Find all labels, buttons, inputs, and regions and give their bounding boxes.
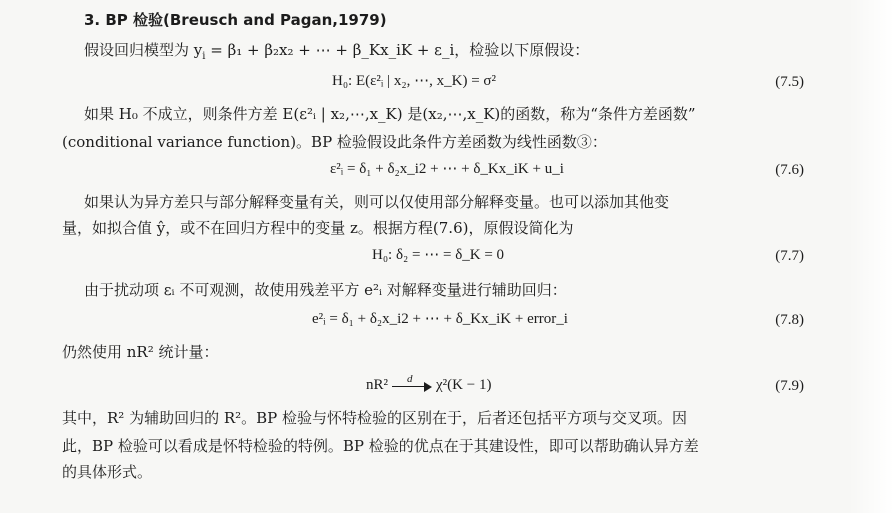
- section-heading: 3. BP 检验(Breusch and Pagan,1979): [84, 11, 387, 29]
- equation-7-5: H₀: E(ε²ᵢ | x₂, ⋯, x_K) = σ²: [332, 73, 496, 89]
- equation-7-9-rhs: χ²(K − 1): [436, 377, 492, 393]
- paragraph-conditional-variance-line2: (conditional variance function)。BP 检验假设此条件方差函数为线性函数③：: [62, 133, 607, 151]
- paragraph-model: 假设回归模型为 $y_i = \beta_1 + \beta_2x_2$ + ⋯ + β_Kx_iK + ε_i，检验以下原假设：: [84, 41, 590, 62]
- equation-number-7-6: (7.6): [775, 162, 804, 178]
- equation-7-6: ε²ᵢ = δ₁ + δ₂x_i2 + ⋯ + δ_Kx_iK + u_i: [330, 161, 564, 177]
- paragraph-model-formula: = β₁ + β₂x₂ + ⋯ + β_Kx_iK + ε_i: [210, 41, 455, 59]
- equation-7-9-lhs: nR²: [366, 377, 389, 393]
- paragraph-model-tail: ，检验以下原假设：: [454, 41, 590, 59]
- paragraph-partial-variables-line1: 如果认为异方差只与部分解释变量有关，则可以仅使用部分解释变量。也可以添加其他变: [84, 193, 670, 211]
- paragraph-model-lead: 假设回归模型为 y: [84, 41, 203, 59]
- paragraph-auxiliary-regression: 由于扰动项 εᵢ 不可观测，故使用残差平方 e²ᵢ 对解释变量进行辅助回归：: [84, 281, 567, 299]
- paragraph-conditional-variance-line1: 如果 H₀ 不成立，则条件方差 E(ε²ᵢ | x₂,⋯,x_K) 是(x₂,⋯,x_K)的函数，称为“条件方差函数”: [84, 105, 696, 123]
- equation-7-7: H₀: δ₂ = ⋯ = δ_K = 0: [372, 247, 505, 263]
- equation-7-8: e²ᵢ = δ₁ + δ₂x_i2 + ⋯ + δ_Kx_iK + error_i: [312, 311, 568, 327]
- equation-number-7-8: (7.8): [775, 312, 804, 328]
- equation-number-7-9: (7.9): [775, 378, 804, 394]
- paragraph-partial-variables-line2: 量，如拟合值 ŷ，或不在回归方程中的变量 z。根据方程(7.6)，原假设简化为: [62, 219, 574, 237]
- convergence-arrow-icon: [392, 372, 432, 392]
- paragraph-bp-vs-white-line1: 其中，R² 为辅助回归的 R²。BP 检验与怀特检验的区别在于，后者还包括平方项与交叉项。因: [62, 409, 688, 427]
- page-edge-fade: [848, 0, 894, 513]
- convergence-arrow-label: d: [407, 372, 413, 385]
- paragraph-bp-vs-white-line3: 的具体形式。: [62, 463, 153, 481]
- paragraph-nr2-statistic: 仍然使用 nR² 统计量：: [62, 343, 219, 361]
- equation-7-9: [366, 374, 491, 396]
- paragraph-bp-vs-white-line2: 此，BP 检验可以看成是怀特检验的特例。BP 检验的优点在于其建设性，即可以帮助确认异方差: [62, 437, 699, 455]
- equation-number-7-5: (7.5): [775, 74, 804, 90]
- equation-number-7-7: (7.7): [775, 248, 804, 264]
